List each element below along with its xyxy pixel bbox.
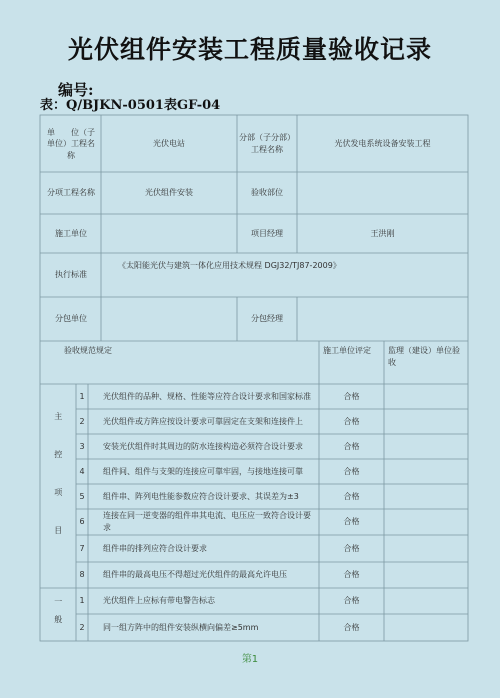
main-group-label: 主控项目 [53,411,63,564]
main-item-result: 合格 [343,391,360,401]
unit-project-value: 光伏电站 [153,139,185,149]
sub-project-label: 分部（子分部）工程名称 [239,133,295,154]
subcontract-manager-label: 分包经理 [251,314,283,324]
general-item-text: 光伏组件上应标有带电警告标志 [103,596,215,606]
general-group-label: 一般 [53,597,63,633]
main-item-text: 光伏组件或方阵应按设计要求可靠固定在支架和连接件上 [103,416,303,426]
main-item-text: 组件串、阵列电性能参数应符合设计要求、其误差为±3 [103,491,299,501]
main-item-number: 2 [79,416,85,426]
general-item-result: 合格 [343,596,360,606]
form-number: 表：Q/BJKN-0501表GF-04 [40,98,221,113]
general-item-text: 同一组方阵中的组件安装纵横向偏差≥5mm [103,622,259,632]
unit-project-label: 单 位（子单位）工程名称 [47,127,95,160]
main-item-result: 合格 [343,416,360,426]
main-item-text: 连接在同一逆变器的组件串其电流、电压应一致符合设计要求 [103,511,311,532]
acceptance-part-label: 验收部位 [251,188,283,198]
main-item-result: 合格 [343,441,360,451]
main-item-text: 组件串的排列应符合设计要求 [103,543,207,553]
main-item-text: 光伏组件的品种、规格、性能等应符合设计要求和国家标准 [103,391,311,401]
main-item-text: 安装光伏组件时其周边的防水连接构造必须符合设计要求 [103,441,303,451]
main-item-text: 组件串的最高电压不得超过光伏组件的最高允许电压 [103,570,287,580]
main-item-text: 组件间、组件与支架的连接应可靠牢固，与接地连接可靠 [103,466,303,476]
standard-label: 执行标准 [55,270,87,280]
page-number: 第1 [241,654,259,665]
main-item-result: 合格 [343,570,360,580]
subcontractor-label: 分包单位 [55,314,87,324]
main-item-number: 6 [79,517,85,527]
supervision-header: 监理（建设）单位验收 [388,346,460,367]
construction-unit-value [101,216,237,251]
main-item-number: 7 [79,543,85,553]
subcontractor-value [101,299,237,339]
general-item-number: 1 [79,596,85,606]
main-item-result: 合格 [343,517,360,527]
item-project-label: 分项工程名称 [47,188,95,198]
subcontract-manager-value [297,299,468,339]
general-item-number: 2 [79,622,85,632]
main-item-number: 3 [79,441,85,451]
acceptance-part-value [297,174,468,212]
page-title: 光伏组件安装工程质量验收记录 [67,35,432,64]
serial-label: 编号: [58,81,94,99]
main-item-result: 合格 [343,543,360,553]
main-item-number: 5 [79,491,85,501]
sub-project-value: 光伏发电系统设备安装工程 [334,139,431,149]
construction-eval-header: 施工单位评定 [323,346,371,355]
standard-value: 《太阳能光伏与建筑一体化应用技术规程 DGJ32/TJ87-2009》 [118,261,341,270]
item-project-value: 光伏组件安装 [145,188,193,198]
spec-header: 验收规范规定 [64,346,112,355]
project-manager-label: 项目经理 [251,228,283,238]
main-item-number: 4 [79,466,85,476]
main-item-number: 1 [79,391,85,401]
general-item-result: 合格 [343,622,360,632]
main-item-result: 合格 [343,466,360,476]
main-item-result: 合格 [343,491,360,501]
main-item-number: 8 [79,570,85,580]
project-manager-value: 王洪刚 [370,228,395,238]
construction-unit-label: 施工单位 [55,228,87,238]
